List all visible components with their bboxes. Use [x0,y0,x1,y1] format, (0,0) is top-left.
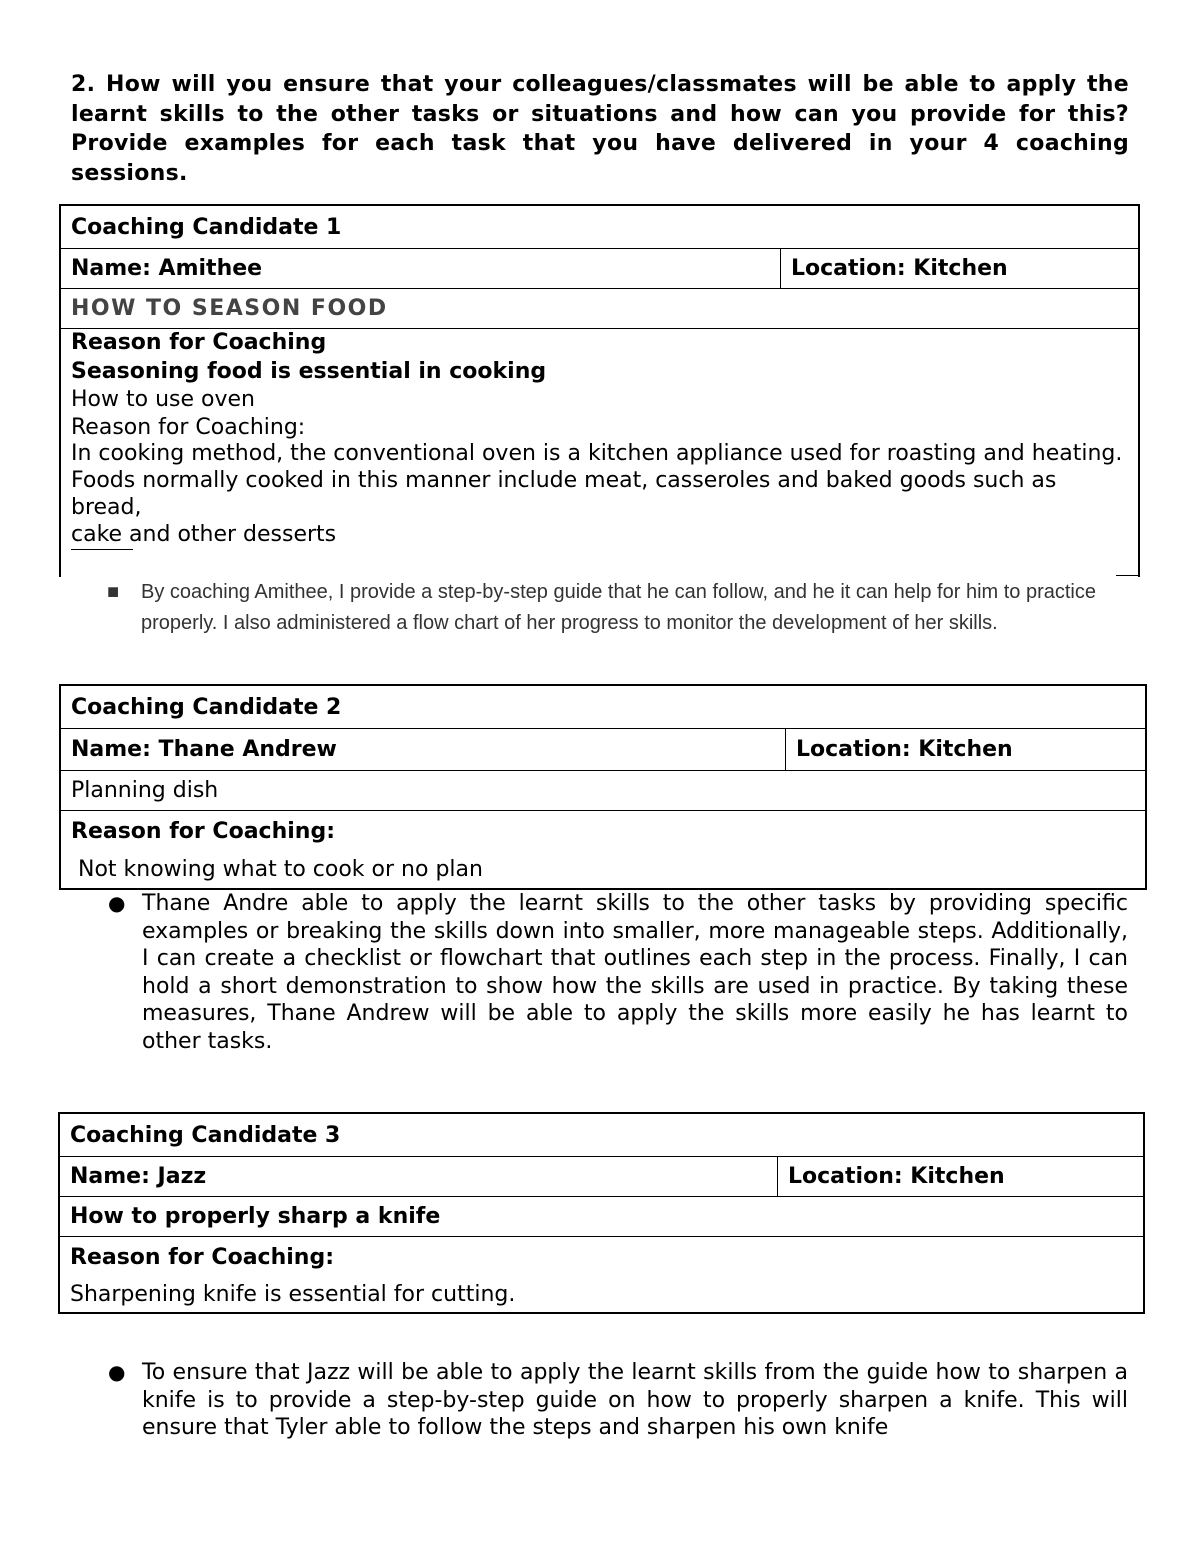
reason-text: Seasoning food is essential in cooking [71,358,547,384]
bullet-icon: ● [108,891,126,915]
candidate-1-details [71,329,1132,550]
candidate-3-reason-label: Reason for Coaching: [70,1244,334,1270]
candidate-3-bullet [108,1359,1128,1442]
candidate-2-location: Location: Kitchen [785,729,1145,770]
candidate-1-name: Name: Amithee [71,256,263,281]
candidate-1-header: Coaching Candidate 1 [71,214,342,240]
candidate-3-name: Name: Jazz [70,1164,207,1189]
candidate-3-topic: How to properly sharp a knife [70,1204,441,1229]
candidate-3-location: Location: Kitchen [777,1157,1143,1196]
detail-line: Foods normally cooked in this manner include meat, casseroles and baked goods such as bread, [71,467,1057,520]
candidate-3-header: Coaching Candidate 3 [70,1122,341,1148]
detail-line: cake and other desserts [71,521,133,550]
bullet-text: Thane Andre able to apply the learnt skills to the other tasks by providing specific examples or breaking the skills down into smaller, more manageable steps. Additionally, I can create a checklist or flowchart that outlines each step in the process. Finally, I can hold a short demonstration to show how the skills are used in practice. By taking these measures, Thane Andrew will be able to apply the skills more easily he has learnt to other tasks. [142,891,1128,1054]
question-heading: 2. How will you ensure that your colleagues/classmates will be able to apply the learnt skills to the other tasks or situations and how can you provide for this? Provide examples for each task that you have delivered in your 4 coaching sessions. [71,72,1129,186]
candidate-2-header: Coaching Candidate 2 [71,694,342,720]
candidate-2-reason: Not knowing what to cook or no plan [71,856,483,882]
bullet-icon: ● [108,1360,126,1384]
candidate-2-topic: Planning dish [71,778,219,803]
bullet-text: To ensure that Jazz will be able to apply the learnt skills from the guide how to sharpen a knife is to provide a step-by-step guide on how to properly sharpen a knife. This will ensure that Tyler able to follow the steps and sharpen his own knife [142,1360,1128,1440]
candidate-2-reason-label: Reason for Coaching: [71,818,335,844]
detail-line: Reason for Coaching: [71,414,306,440]
candidate-1-table [59,204,1140,577]
detail-line: How to use oven [71,387,255,412]
bullet-text: By coaching Amithee, I provide a step-by-step guide that he can follow, and he it can help for him to practice properly. I also administered a flow chart of her progress to monitor the development of her skills. [141,581,1096,634]
candidate-2-name: Name: Thane Andrew [71,737,337,762]
bullet-icon: ■ [107,581,120,603]
candidate-3-reason: Sharpening knife is essential for cutting. [70,1281,516,1307]
candidate-1-location: Location: Kitchen [780,249,1138,288]
candidate-1-bottom-rule [1116,575,1140,576]
candidate-1-bullet [107,577,1121,638]
candidate-2-bullet [108,890,1128,1055]
candidate-3-table [58,1112,1145,1314]
detail-line: In cooking method, the conventional oven is a kitchen appliance used for roasting and heating. [71,440,1123,466]
candidate-1-topic: HOW TO SEASON FOOD [71,296,388,321]
reason-label: Reason for Coaching [71,330,327,355]
candidate-2-table [59,684,1147,890]
